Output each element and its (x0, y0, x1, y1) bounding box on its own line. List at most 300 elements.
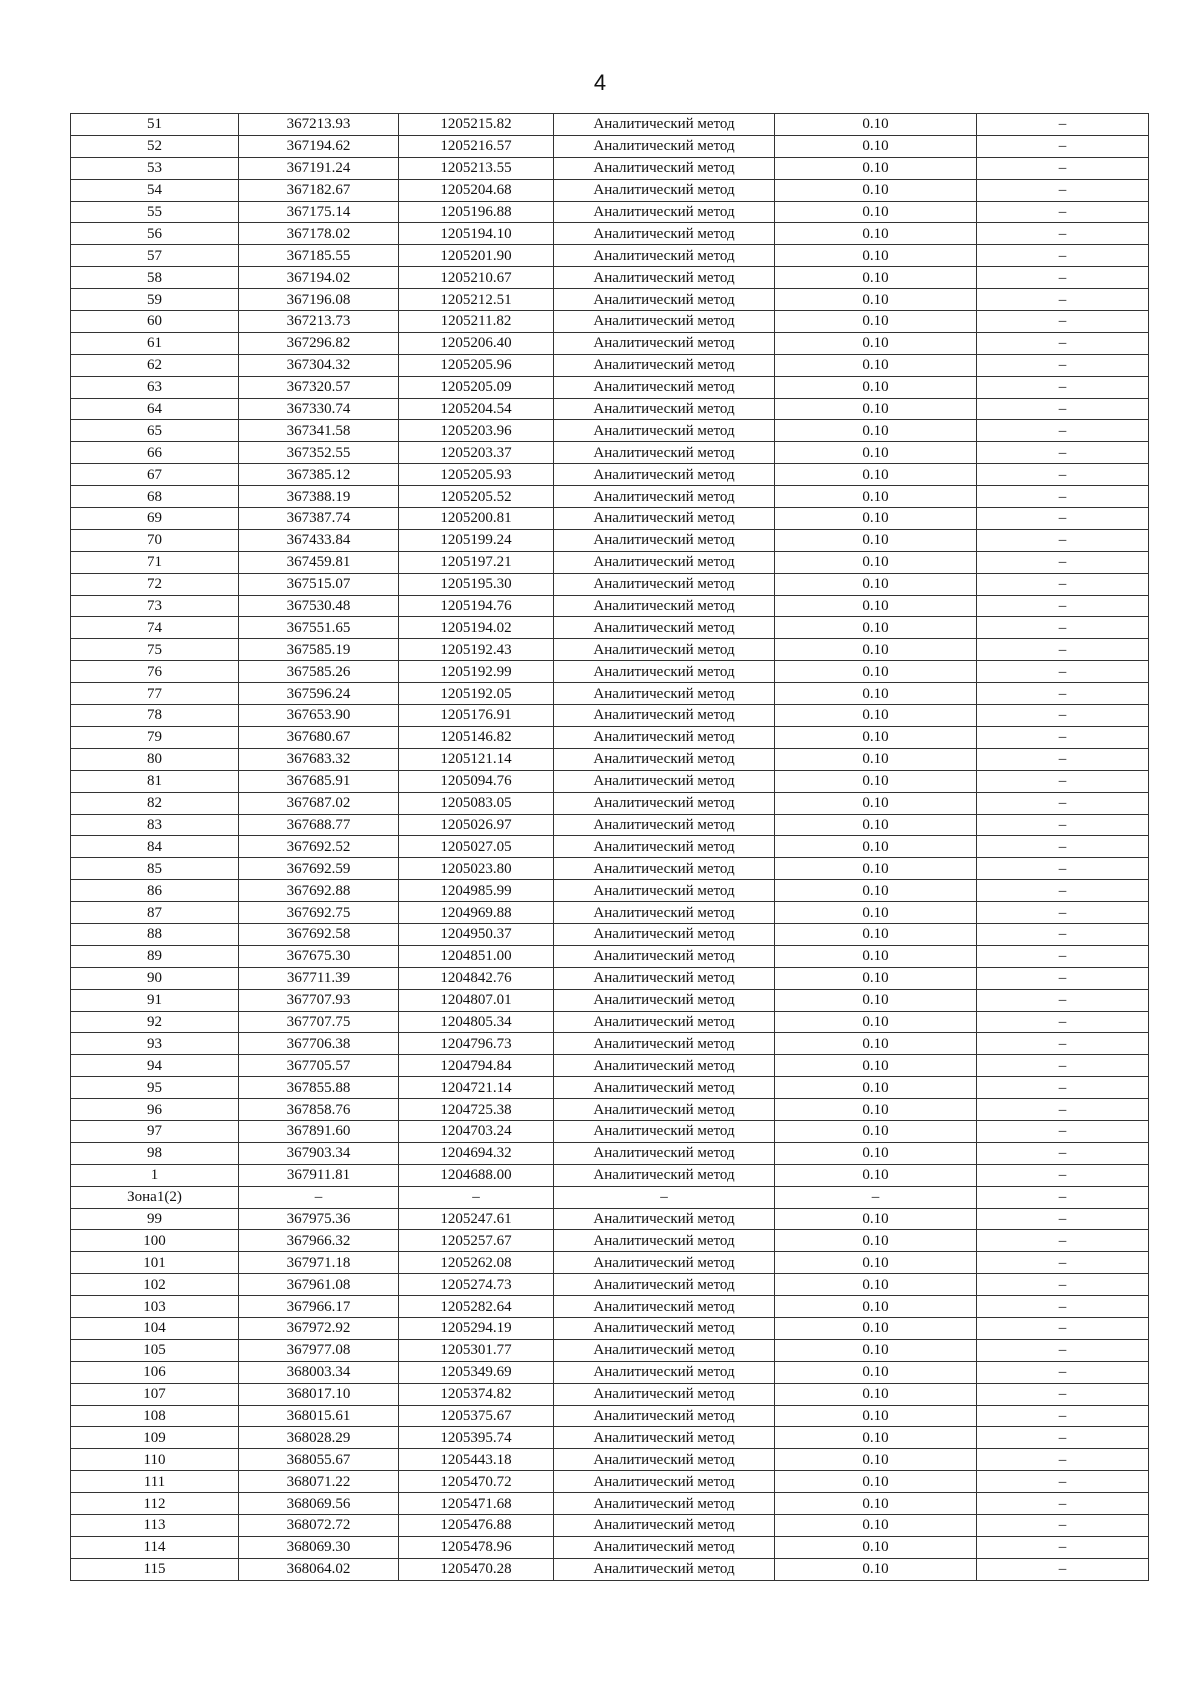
cell-y-coordinate: 1205212.51 (399, 289, 554, 311)
cell-y-coordinate: 1205210.67 (399, 267, 554, 289)
cell-y-coordinate: 1205199.24 (399, 529, 554, 551)
cell-point-number: 80 (71, 748, 239, 770)
cell-method: Аналитический метод (554, 923, 775, 945)
table-row (71, 1383, 1149, 1405)
cell-x-coordinate: 367688.77 (239, 814, 399, 836)
cell-point-number: 110 (71, 1449, 239, 1471)
cell-y-coordinate: 1205200.81 (399, 508, 554, 530)
cell-accuracy: 0.10 (775, 1274, 977, 1296)
cell-description: – (977, 989, 1149, 1011)
cell-x-coordinate: 367692.59 (239, 858, 399, 880)
cell-description: – (977, 1099, 1149, 1121)
cell-description: – (977, 1493, 1149, 1515)
cell-x-coordinate: 367320.57 (239, 376, 399, 398)
cell-accuracy: 0.10 (775, 1405, 977, 1427)
cell-method: Аналитический метод (554, 1055, 775, 1077)
cell-accuracy: 0.10 (775, 814, 977, 836)
table-row (71, 1493, 1149, 1515)
cell-method: Аналитический метод (554, 157, 775, 179)
cell-x-coordinate: 368017.10 (239, 1383, 399, 1405)
table-row (71, 1361, 1149, 1383)
cell-accuracy: 0.10 (775, 1493, 977, 1515)
cell-point-number: 101 (71, 1252, 239, 1274)
cell-method: Аналитический метод (554, 1208, 775, 1230)
cell-method: Аналитический метод (554, 661, 775, 683)
cell-point-number: 88 (71, 923, 239, 945)
cell-description: – (977, 1471, 1149, 1493)
cell-description: – (977, 1558, 1149, 1580)
cell-y-coordinate: 1205476.88 (399, 1515, 554, 1537)
cell-point-number: 56 (71, 223, 239, 245)
table-row (71, 661, 1149, 683)
cell-x-coordinate: 367975.36 (239, 1208, 399, 1230)
cell-accuracy: 0.10 (775, 639, 977, 661)
cell-y-coordinate: 1205201.90 (399, 245, 554, 267)
cell-x-coordinate: 367385.12 (239, 464, 399, 486)
cell-accuracy: 0.10 (775, 354, 977, 376)
cell-y-coordinate: 1205282.64 (399, 1296, 554, 1318)
cell-point-number: 114 (71, 1536, 239, 1558)
cell-method: Аналитический метод (554, 1230, 775, 1252)
cell-x-coordinate: 367304.32 (239, 354, 399, 376)
cell-point-number: 83 (71, 814, 239, 836)
cell-y-coordinate: 1204688.00 (399, 1164, 554, 1186)
cell-description: – (977, 792, 1149, 814)
table-row (71, 792, 1149, 814)
cell-y-coordinate: 1205213.55 (399, 157, 554, 179)
cell-x-coordinate: 367971.18 (239, 1252, 399, 1274)
table-row (71, 1186, 1149, 1208)
cell-y-coordinate: 1204807.01 (399, 989, 554, 1011)
cell-x-coordinate: 367182.67 (239, 179, 399, 201)
cell-method: Аналитический метод (554, 748, 775, 770)
cell-accuracy: 0.10 (775, 508, 977, 530)
cell-x-coordinate: 367707.93 (239, 989, 399, 1011)
cell-accuracy: 0.10 (775, 989, 977, 1011)
cell-y-coordinate: 1205194.10 (399, 223, 554, 245)
cell-description: – (977, 880, 1149, 902)
cell-accuracy: 0.10 (775, 595, 977, 617)
cell-x-coordinate: 367653.90 (239, 705, 399, 727)
cell-x-coordinate: 368028.29 (239, 1427, 399, 1449)
cell-x-coordinate: 367961.08 (239, 1274, 399, 1296)
cell-point-number: 75 (71, 639, 239, 661)
table-row (71, 311, 1149, 333)
cell-point-number: 89 (71, 945, 239, 967)
cell-point-number: 108 (71, 1405, 239, 1427)
cell-point-number: 92 (71, 1011, 239, 1033)
cell-method: Аналитический метод (554, 1252, 775, 1274)
cell-y-coordinate: 1204721.14 (399, 1077, 554, 1099)
cell-accuracy: 0.10 (775, 1011, 977, 1033)
cell-description: – (977, 836, 1149, 858)
cell-method: Аналитический метод (554, 332, 775, 354)
cell-y-coordinate: 1205196.88 (399, 201, 554, 223)
cell-accuracy: 0.10 (775, 442, 977, 464)
cell-accuracy: 0.10 (775, 201, 977, 223)
cell-accuracy: 0.10 (775, 551, 977, 573)
cell-accuracy: 0.10 (775, 1296, 977, 1318)
cell-method: Аналитический метод (554, 245, 775, 267)
cell-method: Аналитический метод (554, 398, 775, 420)
cell-point-number: 72 (71, 573, 239, 595)
cell-y-coordinate: 1205470.72 (399, 1471, 554, 1493)
cell-point-number: 67 (71, 464, 239, 486)
cell-accuracy: 0.10 (775, 836, 977, 858)
cell-description: – (977, 201, 1149, 223)
cell-x-coordinate: 367330.74 (239, 398, 399, 420)
cell-method: Аналитический метод (554, 289, 775, 311)
cell-accuracy: 0.10 (775, 880, 977, 902)
table-row (71, 135, 1149, 157)
cell-y-coordinate: 1204796.73 (399, 1033, 554, 1055)
cell-accuracy: 0.10 (775, 858, 977, 880)
cell-y-coordinate: 1204694.32 (399, 1142, 554, 1164)
cell-accuracy: 0.10 (775, 114, 977, 136)
cell-method: Аналитический метод (554, 486, 775, 508)
cell-description: – (977, 1252, 1149, 1274)
cell-accuracy: 0.10 (775, 135, 977, 157)
cell-y-coordinate: 1205121.14 (399, 748, 554, 770)
cell-point-number: 77 (71, 683, 239, 705)
table-row (71, 967, 1149, 989)
cell-point-number: 78 (71, 705, 239, 727)
table-row (71, 595, 1149, 617)
cell-y-coordinate: 1204805.34 (399, 1011, 554, 1033)
cell-description: – (977, 529, 1149, 551)
cell-accuracy: 0.10 (775, 529, 977, 551)
table-row (71, 1515, 1149, 1537)
cell-method: Аналитический метод (554, 967, 775, 989)
table-row (71, 376, 1149, 398)
cell-x-coordinate: 367196.08 (239, 289, 399, 311)
cell-description: – (977, 486, 1149, 508)
cell-method: Аналитический метод (554, 1558, 775, 1580)
cell-description: – (977, 1055, 1149, 1077)
cell-description: – (977, 617, 1149, 639)
cell-y-coordinate: 1205262.08 (399, 1252, 554, 1274)
cell-point-number: 90 (71, 967, 239, 989)
cell-accuracy: 0.10 (775, 1471, 977, 1493)
cell-point-number: 74 (71, 617, 239, 639)
cell-y-coordinate: 1205197.21 (399, 551, 554, 573)
cell-point-number: 65 (71, 420, 239, 442)
cell-accuracy: 0.10 (775, 617, 977, 639)
cell-x-coordinate: 367683.32 (239, 748, 399, 770)
cell-accuracy: 0.10 (775, 967, 977, 989)
cell-y-coordinate: 1205274.73 (399, 1274, 554, 1296)
table-row (71, 114, 1149, 136)
cell-description: – (977, 1317, 1149, 1339)
cell-point-number: 113 (71, 1515, 239, 1537)
cell-method: Аналитический метод (554, 858, 775, 880)
cell-accuracy: 0.10 (775, 683, 977, 705)
cell-accuracy: 0.10 (775, 1252, 977, 1274)
table-row (71, 1142, 1149, 1164)
cell-x-coordinate: – (239, 1186, 399, 1208)
cell-x-coordinate: 367966.17 (239, 1296, 399, 1318)
cell-accuracy: 0.10 (775, 1230, 977, 1252)
cell-method: Аналитический метод (554, 945, 775, 967)
cell-method: Аналитический метод (554, 420, 775, 442)
table-row (71, 1164, 1149, 1186)
cell-description: – (977, 683, 1149, 705)
cell-x-coordinate: 367551.65 (239, 617, 399, 639)
page-number: 4 (593, 70, 607, 95)
cell-x-coordinate: 368069.56 (239, 1493, 399, 1515)
cell-y-coordinate: 1205195.30 (399, 573, 554, 595)
cell-point-number: 81 (71, 770, 239, 792)
table-row (71, 332, 1149, 354)
cell-accuracy: 0.10 (775, 1164, 977, 1186)
cell-accuracy: 0.10 (775, 1339, 977, 1361)
cell-method: Аналитический метод (554, 1274, 775, 1296)
cell-point-number: 111 (71, 1471, 239, 1493)
cell-description: – (977, 179, 1149, 201)
cell-accuracy: 0.10 (775, 1099, 977, 1121)
cell-method: Аналитический метод (554, 376, 775, 398)
cell-y-coordinate: 1205192.99 (399, 661, 554, 683)
cell-point-number: 51 (71, 114, 239, 136)
cell-point-number: 109 (71, 1427, 239, 1449)
cell-y-coordinate: 1205374.82 (399, 1383, 554, 1405)
cell-method: Аналитический метод (554, 617, 775, 639)
cell-method: Аналитический метод (554, 814, 775, 836)
cell-y-coordinate: 1205257.67 (399, 1230, 554, 1252)
cell-accuracy: 0.10 (775, 1361, 977, 1383)
cell-description: – (977, 1164, 1149, 1186)
table-row (71, 486, 1149, 508)
cell-point-number: 105 (71, 1339, 239, 1361)
cell-y-coordinate: 1204950.37 (399, 923, 554, 945)
cell-x-coordinate: 367692.58 (239, 923, 399, 945)
cell-accuracy: 0.10 (775, 770, 977, 792)
table-row (71, 1536, 1149, 1558)
cell-point-number: Зона1(2) (71, 1186, 239, 1208)
cell-method: Аналитический метод (554, 573, 775, 595)
cell-x-coordinate: 367891.60 (239, 1120, 399, 1142)
cell-y-coordinate: 1204794.84 (399, 1055, 554, 1077)
cell-description: – (977, 770, 1149, 792)
table-row (71, 201, 1149, 223)
cell-method: Аналитический метод (554, 354, 775, 376)
cell-point-number: 68 (71, 486, 239, 508)
table-row (71, 836, 1149, 858)
cell-point-number: 73 (71, 595, 239, 617)
cell-description: – (977, 573, 1149, 595)
table-row (71, 923, 1149, 945)
cell-accuracy: 0.10 (775, 1515, 977, 1537)
cell-description: – (977, 705, 1149, 727)
cell-y-coordinate: 1205026.97 (399, 814, 554, 836)
cell-x-coordinate: 368064.02 (239, 1558, 399, 1580)
cell-y-coordinate: 1205027.05 (399, 836, 554, 858)
cell-method: Аналитический метод (554, 135, 775, 157)
cell-method: Аналитический метод (554, 1361, 775, 1383)
cell-method: Аналитический метод (554, 770, 775, 792)
cell-x-coordinate: 367692.88 (239, 880, 399, 902)
cell-accuracy: 0.10 (775, 376, 977, 398)
cell-x-coordinate: 367191.24 (239, 157, 399, 179)
cell-y-coordinate: 1205023.80 (399, 858, 554, 880)
cell-point-number: 99 (71, 1208, 239, 1230)
table-row (71, 508, 1149, 530)
cell-x-coordinate: 367213.93 (239, 114, 399, 136)
cell-method: Аналитический метод (554, 201, 775, 223)
cell-x-coordinate: 367178.02 (239, 223, 399, 245)
table-row (71, 1011, 1149, 1033)
cell-description: – (977, 1011, 1149, 1033)
cell-point-number: 54 (71, 179, 239, 201)
cell-accuracy: 0.10 (775, 420, 977, 442)
cell-accuracy: 0.10 (775, 748, 977, 770)
table-row (71, 464, 1149, 486)
cell-y-coordinate: 1205204.68 (399, 179, 554, 201)
cell-accuracy: 0.10 (775, 332, 977, 354)
cell-y-coordinate: 1205471.68 (399, 1493, 554, 1515)
cell-y-coordinate: 1204842.76 (399, 967, 554, 989)
cell-accuracy: 0.10 (775, 923, 977, 945)
cell-accuracy: 0.10 (775, 289, 977, 311)
cell-point-number: 97 (71, 1120, 239, 1142)
cell-x-coordinate: 367706.38 (239, 1033, 399, 1055)
table-row (71, 1120, 1149, 1142)
cell-method: Аналитический метод (554, 1339, 775, 1361)
cell-y-coordinate: 1205294.19 (399, 1317, 554, 1339)
cell-x-coordinate: 367692.75 (239, 902, 399, 924)
cell-y-coordinate: 1205204.54 (399, 398, 554, 420)
cell-method: Аналитический метод (554, 1142, 775, 1164)
cell-point-number: 86 (71, 880, 239, 902)
cell-description: – (977, 1361, 1149, 1383)
table-row (71, 705, 1149, 727)
cell-point-number: 79 (71, 726, 239, 748)
table-row (71, 748, 1149, 770)
cell-description: – (977, 223, 1149, 245)
cell-accuracy: 0.10 (775, 1077, 977, 1099)
cell-x-coordinate: 367977.08 (239, 1339, 399, 1361)
cell-point-number: 95 (71, 1077, 239, 1099)
cell-accuracy: 0.10 (775, 267, 977, 289)
cell-method: Аналитический метод (554, 311, 775, 333)
cell-method: Аналитический метод (554, 1515, 775, 1537)
cell-description: – (977, 967, 1149, 989)
cell-accuracy: 0.10 (775, 792, 977, 814)
cell-point-number: 66 (71, 442, 239, 464)
cell-point-number: 60 (71, 311, 239, 333)
cell-description: – (977, 661, 1149, 683)
cell-description: – (977, 442, 1149, 464)
cell-accuracy: 0.10 (775, 661, 977, 683)
cell-method: Аналитический метод (554, 1033, 775, 1055)
cell-description: – (977, 157, 1149, 179)
cell-point-number: 69 (71, 508, 239, 530)
cell-y-coordinate: 1205205.96 (399, 354, 554, 376)
cell-accuracy: 0.10 (775, 223, 977, 245)
cell-method: Аналитический метод (554, 1449, 775, 1471)
cell-accuracy: – (775, 1186, 977, 1208)
cell-x-coordinate: 368069.30 (239, 1536, 399, 1558)
cell-method: Аналитический метод (554, 464, 775, 486)
table-row (71, 814, 1149, 836)
table-row (71, 1317, 1149, 1339)
cell-point-number: 61 (71, 332, 239, 354)
cell-accuracy: 0.10 (775, 1449, 977, 1471)
cell-method: Аналитический метод (554, 179, 775, 201)
cell-point-number: 70 (71, 529, 239, 551)
cell-description: – (977, 1383, 1149, 1405)
cell-accuracy: 0.10 (775, 311, 977, 333)
cell-description: – (977, 1142, 1149, 1164)
cell-accuracy: 0.10 (775, 245, 977, 267)
cell-description: – (977, 1208, 1149, 1230)
cell-x-coordinate: 367296.82 (239, 332, 399, 354)
cell-point-number: 100 (71, 1230, 239, 1252)
cell-y-coordinate: 1205205.09 (399, 376, 554, 398)
table-row (71, 683, 1149, 705)
cell-method: Аналитический метод (554, 223, 775, 245)
cell-x-coordinate: 367707.75 (239, 1011, 399, 1033)
cell-x-coordinate: 367680.67 (239, 726, 399, 748)
cell-method: Аналитический метод (554, 1164, 775, 1186)
cell-point-number: 104 (71, 1317, 239, 1339)
cell-description: – (977, 376, 1149, 398)
cell-method: Аналитический метод (554, 639, 775, 661)
table-row (71, 1449, 1149, 1471)
cell-method: Аналитический метод (554, 705, 775, 727)
cell-method: Аналитический метод (554, 114, 775, 136)
cell-y-coordinate: 1205375.67 (399, 1405, 554, 1427)
cell-description: – (977, 551, 1149, 573)
cell-y-coordinate: – (399, 1186, 554, 1208)
cell-y-coordinate: 1205349.69 (399, 1361, 554, 1383)
cell-x-coordinate: 367855.88 (239, 1077, 399, 1099)
cell-point-number: 93 (71, 1033, 239, 1055)
cell-accuracy: 0.10 (775, 1208, 977, 1230)
table-row (71, 1033, 1149, 1055)
cell-accuracy: 0.10 (775, 705, 977, 727)
table-row (71, 398, 1149, 420)
table-row (71, 639, 1149, 661)
cell-x-coordinate: 368015.61 (239, 1405, 399, 1427)
cell-y-coordinate: 1204703.24 (399, 1120, 554, 1142)
cell-method: Аналитический метод (554, 595, 775, 617)
cell-description: – (977, 1077, 1149, 1099)
cell-method: Аналитический метод (554, 1317, 775, 1339)
cell-point-number: 63 (71, 376, 239, 398)
cell-description: – (977, 945, 1149, 967)
cell-y-coordinate: 1205176.91 (399, 705, 554, 727)
cell-accuracy: 0.10 (775, 902, 977, 924)
cell-y-coordinate: 1204725.38 (399, 1099, 554, 1121)
cell-y-coordinate: 1205192.05 (399, 683, 554, 705)
cell-y-coordinate: 1204851.00 (399, 945, 554, 967)
table-row (71, 1208, 1149, 1230)
cell-x-coordinate: 367175.14 (239, 201, 399, 223)
cell-x-coordinate: 368072.72 (239, 1515, 399, 1537)
cell-y-coordinate: 1204985.99 (399, 880, 554, 902)
cell-method: Аналитический метод (554, 1405, 775, 1427)
cell-x-coordinate: 367213.73 (239, 311, 399, 333)
cell-x-coordinate: 367711.39 (239, 967, 399, 989)
cell-x-coordinate: 367585.19 (239, 639, 399, 661)
table-row (71, 1274, 1149, 1296)
cell-y-coordinate: 1205395.74 (399, 1427, 554, 1449)
cell-x-coordinate: 367341.58 (239, 420, 399, 442)
cell-x-coordinate: 367675.30 (239, 945, 399, 967)
cell-method: Аналитический метод (554, 267, 775, 289)
table-row (71, 245, 1149, 267)
